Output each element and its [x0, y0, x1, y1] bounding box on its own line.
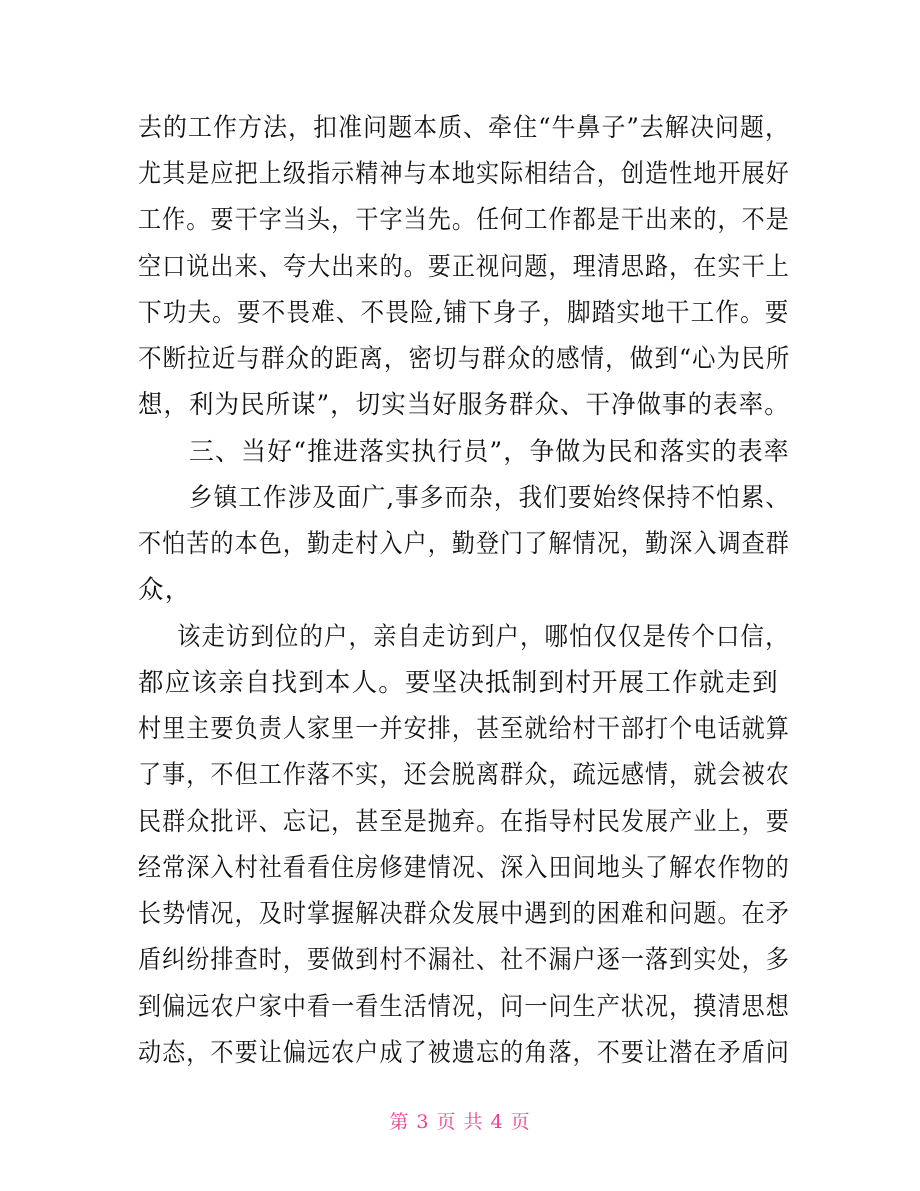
- text-line: 动态，不要让偏远农户成了被遗忘的角落，不要让潜在矛盾问: [138, 1038, 790, 1068]
- text-line: 了事，不但工作落不实，还会脱离群众，疏远感情，就会被农: [138, 760, 790, 790]
- text-line: 乡镇工作涉及面广,事多而杂，我们要始终保持不怕累、: [189, 483, 791, 513]
- text-line: 去的工作方法，扣准问题本质、牵住“牛鼻子”去解决问题，: [138, 113, 790, 143]
- section-heading: 三、当好“推进落实执行员”，争做为民和落实的表率: [189, 437, 790, 467]
- text-line: 长势情况，及时掌握解决群众发展中遇到的困难和问题。在矛: [138, 899, 790, 929]
- text-line: 经常深入村社看看住房修建情况、深入田间地头了解农作物的: [138, 853, 790, 883]
- page-number-footer: 第 3 页 共 4 页: [389, 1111, 531, 1133]
- text-line: 众，: [138, 575, 192, 605]
- text-line: 空口说出来、夸大出来的。要正视问题，理清思路，在实干上: [138, 252, 790, 282]
- text-line: 该走访到位的户，亲自走访到户，哪怕仅仅是传个口信，: [177, 622, 790, 652]
- text-line: 都应该亲自找到本人。要坚决抵制到村开展工作就走到: [138, 668, 779, 698]
- text-line: 工作。要干字当头，干字当先。任何工作都是干出来的，不是: [138, 205, 790, 235]
- text-line: 民群众批评、忘记，甚至是抛弃。在指导村民发展产业上，要: [138, 807, 790, 837]
- text-line: 不断拉近与群众的距离，密切与群众的感情，做到“心为民所: [138, 344, 791, 374]
- text-line: 尤其是应把上级指示精神与本地实际相结合，创造性地开展好: [138, 159, 790, 189]
- text-line: 不怕苦的本色，勤走村入户，勤登门了解情况，勤深入调查群: [138, 529, 790, 559]
- text-line: 村里主要负责人家里一并安排，甚至就给村干部打个电话就算: [138, 714, 790, 744]
- text-line: 下功夫。要不畏难、不畏险,铺下身子，脚踏实地干工作。要: [138, 298, 790, 328]
- text-line: 到偏远农户家中看一看生活情况，问一问生产状况，摸清思想: [138, 992, 790, 1022]
- text-line: 盾纠纷排查时，要做到村不漏社、社不漏户逐一落到实处，多: [138, 945, 790, 975]
- text-line: 想，利为民所谋”，切实当好服务群众、干净做事的表率。: [138, 390, 790, 420]
